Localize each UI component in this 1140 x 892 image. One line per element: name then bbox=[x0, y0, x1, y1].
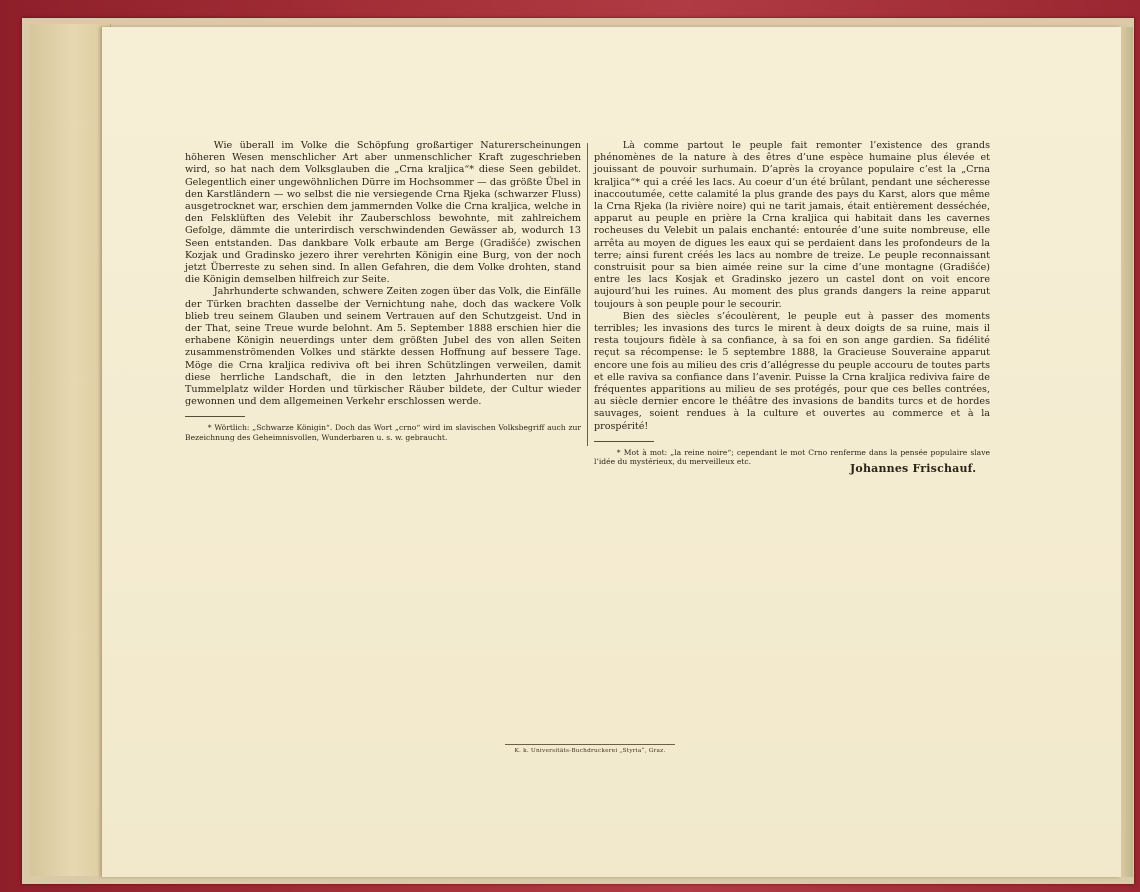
page-leaf-edge bbox=[30, 24, 111, 876]
page-right-edge bbox=[1121, 27, 1133, 877]
printer-imprint: K. k. Universitäts-Buchdruckerei „Styria“, Graz. bbox=[514, 748, 666, 754]
french-paragraph-2: Bien des siècles s’écoulèrent, le peuple eut à passer des moments terribles; les invasions des turcs le mirent à deux doigts de sa ruine, mais il resta toujours fidèle à sa confiance, à sa foi en son ange gardien. Sa fidélité reçut sa récompense: le 5 septembre 1888, la Gracieuse Souveraine apparut encore une fois au milieu des cris d’allégresse du peuple accouru de toutes parts et elle raviva sa confiance dans l’avenir. Puisse la Crna kraljica rediviva faire de fréquentes apparitions au milieu de ses protégés, pour que ces belles contrées, au siècle dernier encore le théâtre des invasions de bandits turcs et de hordes sauvages, soient rendues à la culture et ouvertes au commerce et à la prospérité! bbox=[594, 310, 990, 432]
french-column bbox=[594, 140, 990, 467]
german-paragraph-2: Jahrhunderte schwanden, schwere Zeiten zogen über das Volk, die Einfälle der Türken brachten dasselbe der Vernichtung nahe, doch das wackere Volk blieb treu seinem Glauben und seinem Vertrauen auf den Schutzgeist. Und in der That, seine Treue wurde belohnt. Am 5. September 1888 erschien hier die erhabene Königin neuerdings unter dem größten Jubel des von allen Seiten zusammenströmenden Volkes und stärkte dessen Hoffnung auf bessere Tage. Möge die Crna kraljica rediviva oft bei ihren Schützlingen verweilen, damit diese herrliche Landschaft, die in den letzten Jahrhunderten nur den Tummelplatz wilder Horden und türkischer Räuber bildete, der Cultur wieder gewonnen und dem allgemeinen Verkehr erschlossen werde. bbox=[185, 286, 581, 408]
german-column bbox=[185, 140, 581, 443]
german-footnote: * Wörtlich: „Schwarze Königin“. Doch das Wort „crno“ wird im slavischen Volksbegriff auch zur Bezeichnung des Geheimnisvollen, Wunderbaren u. s. w. gebraucht. bbox=[185, 423, 581, 443]
german-paragraph-1: Wie überall im Volke die Schöpfung großartiger Naturerscheinungen höheren Wesen menschlicher Art aber unmenschlicher Kraft zugeschrieben wird, so hat nach dem Volksglauben die „Crna kraljica“* diese Seen gebildet. Gelegentlich einer ungewöhnlichen Dürre im Hochsommer — das größte Übel in den Karstländern — wo selbst die nie versiegende Crna Rjeka (schwarzer Fluss) ausgetrocknet war, erschien dem jammernden Volke die Crna kraljica, welche in den Felsklüften des Velebit ihr Zauberschloss bewohnte, mit zahlreichem Gefolge, dämmte die unterirdisch verschwindenden Gewässer ab, wodurch 13 Seen entstanden. Das dankbare Volk erbaute am Berge (Gradišće) zwischen Kozjak und Gradinsko jezero ihrer verehrten Königin eine Burg, von der noch jetzt Überreste zu sehen sind. In allen Gefahren, die dem Volke drohten, stand die Königin demselben hilfreich zur Seite. bbox=[185, 140, 581, 286]
author-signature: Johannes Frischauf. bbox=[850, 462, 977, 475]
imprint-rule bbox=[505, 744, 675, 745]
french-paragraph-1: Là comme partout le peuple fait remonter l’existence des grands phénomènes de la nature à des êtres d’une espèce humaine plus élevée et jouissant de pouvoir surhumain. D’après la croyance populaire c’est la „Crna kraljica“* qui a créé les lacs. Au coeur d’un été brûlant, pendant une sécheresse inaccoutumée, cette calamité la plus grande des pays du Karst, alors que même la Crna Rjeka (la rivière noire) qui ne tarit jamais, était entièrement desséchée, apparut au peuple en prière la Crna kraljica qui habitait dans les cavernes rocheuses du Velebit un palais enchanté: entourée d’une suite nombreuse, elle arrêta au moyen de digues les eaux qui se perdaient dans les profondeurs de la terre; ainsi furent créés les lacs au nombre de treize. Le peuple reconnaissant construisit pour sa bien aimée reine sur la cime d’une montagne (Gradišće) entre les lacs Kosjak et Gradinsko jezero un castel dont on voit encore aujourd’hui les ruines. Au moment des plus grands dangers la reine apparut toujours à son peuple pour le secourir. bbox=[594, 140, 990, 310]
german-footnote-rule bbox=[185, 416, 245, 417]
french-footnote: * Mot à mot: „la reine noire“; cependant le mot Crno renferme dans la pensée populaire slave l’idée du mystérieux, du merveilleux etc. bbox=[594, 447, 990, 467]
column-divider bbox=[587, 143, 588, 446]
french-footnote-rule bbox=[594, 441, 654, 442]
